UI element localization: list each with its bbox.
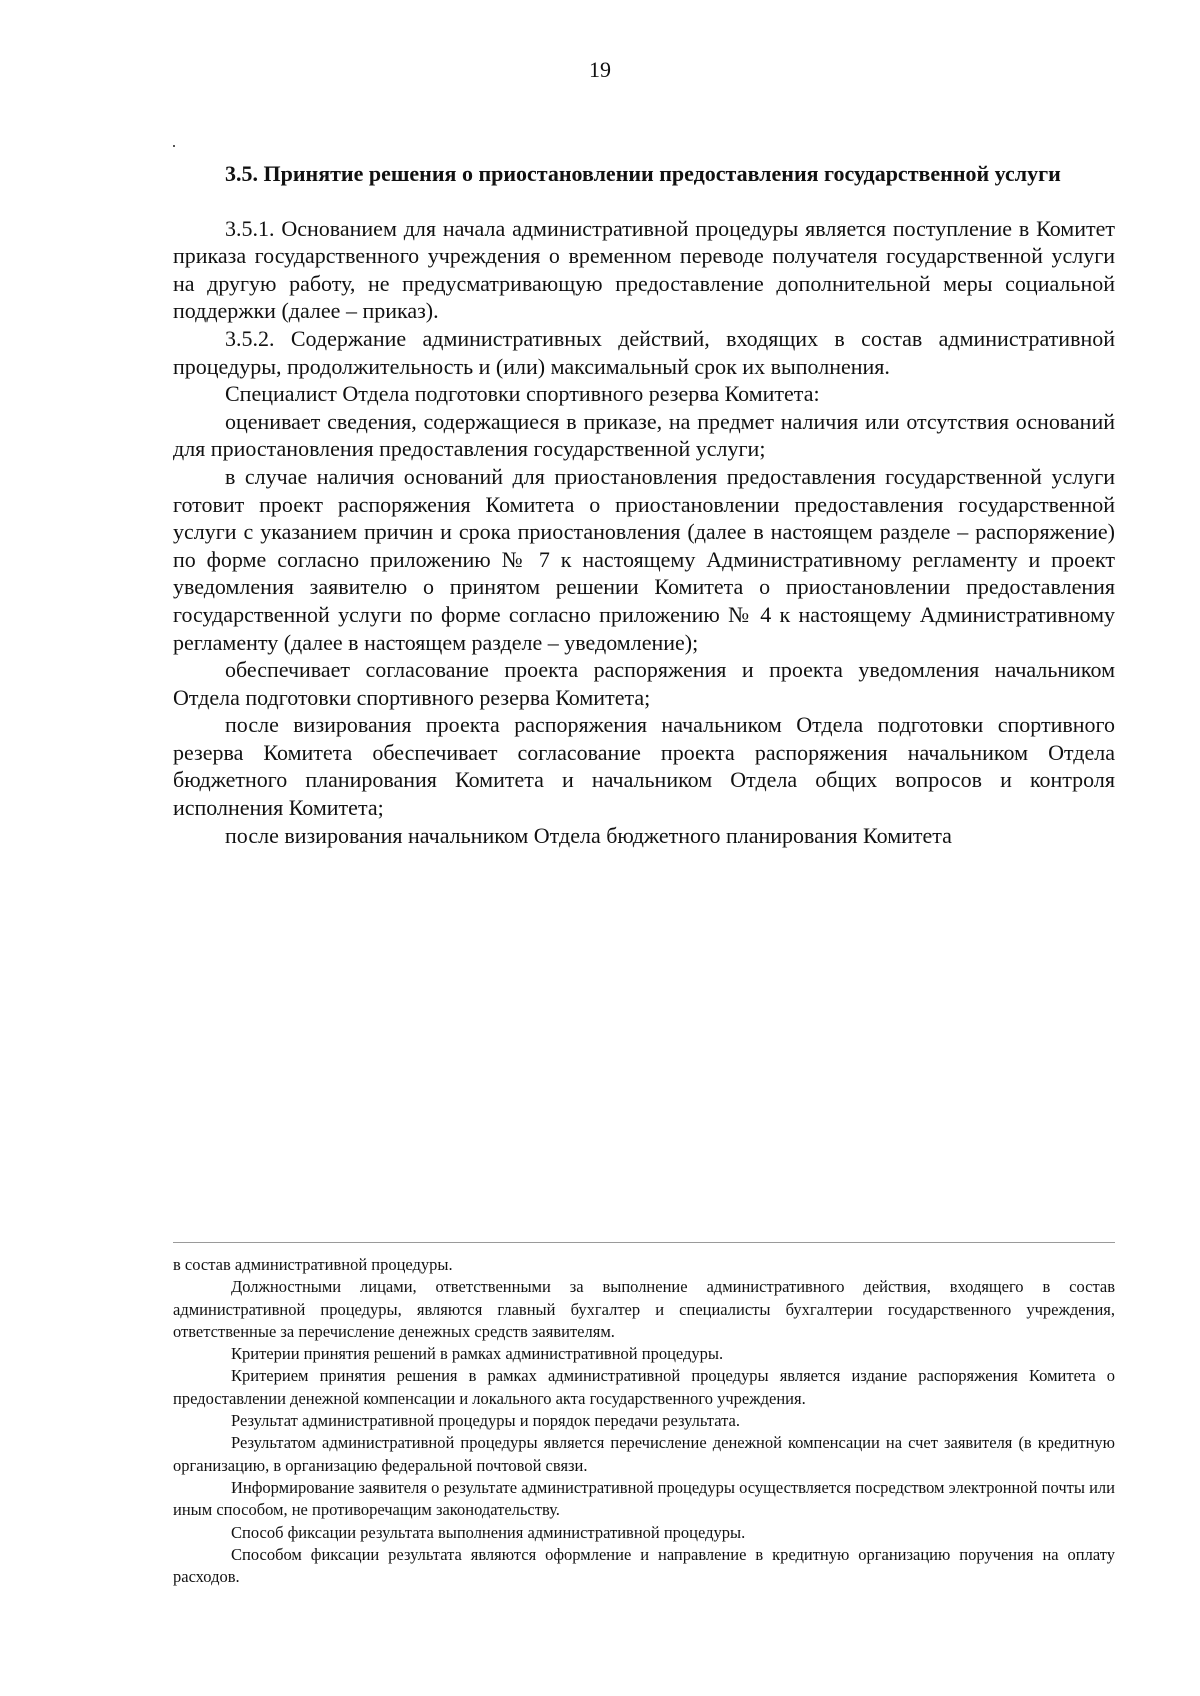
footnote-block xyxy=(173,1254,1115,1588)
footnote-paragraph: Должностными лицами, ответственными за выполнение административного действия, входящего в состав административной процедуры, являются главный бухгалтер и специалисты бухгалтерии государственного учреждения, ответственные за перечисление денежных средств заявителям. xyxy=(173,1277,1115,1341)
footnote-paragraph: в состав административной процедуры. xyxy=(173,1255,453,1274)
footnote-paragraph: Критерии принятия решений в рамках административной процедуры. xyxy=(231,1344,724,1364)
paragraph: оценивает сведения, содержащиеся в приказе, на предмет наличия или отсутствия оснований для приостановления предоставления государственной услуги; xyxy=(173,408,1115,462)
paragraph: обеспечивает согласование проекта распоряжения и проекта уведомления начальником Отдела подготовки спортивного резерва Комитета; xyxy=(173,657,1115,710)
stray-mark xyxy=(173,145,175,147)
main-text xyxy=(173,160,1115,849)
section-heading: 3.5. Принятие решения о приостановлении предоставления государственной услуги xyxy=(225,161,1061,186)
paragraph: 3.5.2. Содержание административных действий, входящих в состав административной процедуры, продолжительность и (или) максимальный срок их выполнения. xyxy=(173,325,1115,379)
footnote-paragraph: Критерием принятия решения в рамках административной процедуры является издание распоряжения Комитета о предоставлении денежной компенсации и локального акта государственного учреждения. xyxy=(173,1366,1115,1408)
page-number: 19 xyxy=(589,57,611,82)
footnote-paragraph: Способом фиксации результата являются оформление и направление в кредитную организацию поручения на оплату расходов. xyxy=(173,1544,1115,1587)
footnote-divider xyxy=(173,1242,1115,1243)
paragraph: после визирования начальником Отдела бюджетного планирования Комитета xyxy=(225,822,952,848)
footnote-paragraph: Способ фиксации результата выполнения административной процедуры. xyxy=(231,1522,746,1542)
footnote-paragraph: Результатом административной процедуры является перечисление денежной компенсации на счет заявителя (в кредитную организацию, в организацию федеральной почтовой связи. xyxy=(173,1433,1115,1475)
paragraph: в случае наличия оснований для приостановления предоставления государственной услуги готовит проект распоряжения Комитета о приостановлении предоставления государственной услуги с указанием причин и срока приостановления (далее в настоящем разделе – распоряжение) по форме согласно приложению № 7 к настоящему Административному регламенту и проект уведомления заявителю о принятом решении Комитета о приостановлении предоставления государственной услуги по форме согласно приложению № 4 к настоящему Административному регламенту (далее в настоящем разделе – уведомление); xyxy=(173,463,1115,655)
footnote-paragraph: Результат административной процедуры и порядок передачи результата. xyxy=(231,1411,740,1431)
paragraph: после визирования проекта распоряжения начальником Отдела подготовки спортивного резерва Комитета обеспечивает согласование проекта распоряжения начальником Отдела бюджетного планирования Комитета и начальником Отдела общих вопросов и контроля исполнения Комитета; xyxy=(173,712,1115,821)
paragraph: Специалист Отдела подготовки спортивного резерва Комитета: xyxy=(225,381,820,407)
footnote-paragraph: Информирование заявителя о результате административной процедуры осуществляется посредством электронной почты или иным способом, не противоречащим законодательству. xyxy=(173,1477,1115,1520)
paragraph: 3.5.1. Основанием для начала административной процедуры является поступление в Комитет приказа государственного учреждения о временном переводе получателя государственной услуги на другую работу, не предусматривающую предоставление дополнительной меры социальной поддержки (далее – приказ). xyxy=(173,215,1115,324)
